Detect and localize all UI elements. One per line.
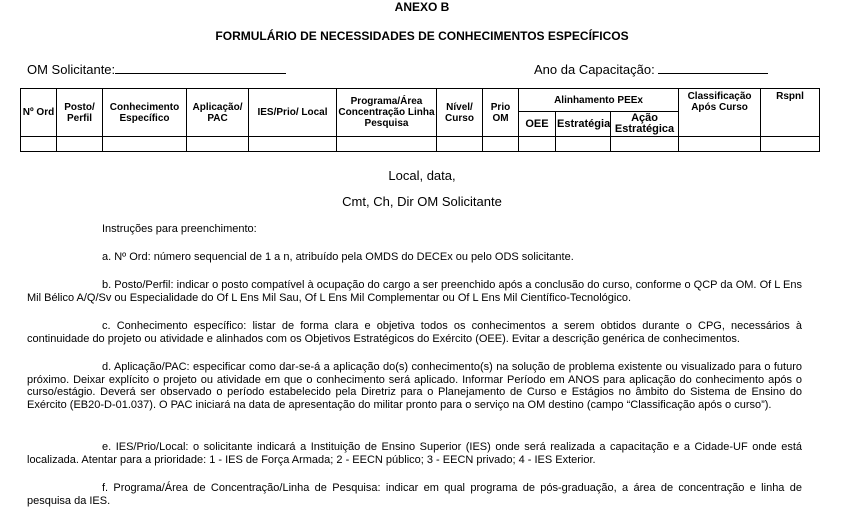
table-cell[interactable]: [761, 137, 820, 152]
place-date: Local, data,: [388, 168, 456, 183]
capacitation-year-label: Ano da Capacitação:: [534, 62, 655, 77]
instruction-item-e: [27, 441, 802, 466]
col-header-posto: Posto/ Perfil: [57, 89, 103, 137]
table-cell[interactable]: [679, 137, 761, 152]
instruction-text-d: d. Aplicação/PAC: especificar como dar-se-á a aplicação do(s) conhecimento(s) na solução de problema existente ou visualizado para o futuro próximo. Deixar explícito o projeto ou atividade em que o conhecimento será aplicado. Informar Período em ANOS para aplicação do conhecimento após o curso/estágio. Deverá ser observado o período estabelecido pela Diretriz para o Planejamento de Curso e Estágios no âmbito do Sistema de Ensino do Exército (EB20-D-01.037). O PAC iniciará na data de apresentação do militar pronto para o serviço na OM destino (campo “Classificação após o curso”).: [27, 361, 802, 411]
annex-label: ANEXO B: [394, 0, 450, 14]
table-cell[interactable]: [187, 137, 249, 152]
instruction-text-c: c. Conhecimento específico: listar de forma clara e objetiva todos os conhecimentos a serem obtidos durante o CPG, necessários à continuidade do projeto ou atividade e alinhados com os Objetivos Estratégicos do Exército (OEE). Evitar a descrição genérica de conhecimentos.: [27, 320, 802, 345]
table-cell[interactable]: [519, 137, 556, 152]
capacitation-year-field: [534, 60, 768, 77]
col-header-aplicacao: Aplicação/ PAC: [187, 89, 249, 137]
col-header-ies: IES/Prio/ Local: [249, 89, 337, 137]
col-header-classificacao: Classificação Após Curso: [679, 89, 761, 137]
col-header-alinhamento: Alinhamento PEEx: [519, 89, 679, 112]
table-cell[interactable]: [556, 137, 611, 152]
table-cell[interactable]: [611, 137, 679, 152]
needs-table: [20, 88, 820, 152]
table-row: [21, 137, 820, 152]
capacitation-year-blank[interactable]: [658, 60, 768, 74]
table-cell[interactable]: [21, 137, 57, 152]
om-requester-blank[interactable]: [115, 60, 286, 74]
instruction-item-c: [27, 320, 802, 345]
table-cell[interactable]: [103, 137, 187, 152]
table-cell[interactable]: [57, 137, 103, 152]
col-header-conhecimento: Conhecimento Específico: [103, 89, 187, 137]
om-requester-field: [27, 60, 286, 77]
om-requester-label: OM Solicitante:: [27, 62, 116, 77]
form-title: FORMULÁRIO DE NECESSIDADES DE CONHECIMENTOS ESPECÍFICOS: [215, 29, 629, 43]
instruction-text-a: a. Nº Ord: número sequencial de 1 a n, atribuído pela OMDS do DECEx ou pelo ODS solicitante.: [102, 251, 574, 263]
signature-line: Cmt, Ch, Dir OM Solicitante: [342, 194, 502, 209]
table-cell[interactable]: [437, 137, 483, 152]
col-header-nivel: Nível/ Curso: [437, 89, 483, 137]
instruction-item-d: [27, 361, 802, 411]
col-header-programa: Programa/Área Concentração Linha Pesquisa: [337, 89, 437, 137]
table-cell[interactable]: [483, 137, 519, 152]
col-header-oee: OEE: [519, 112, 556, 137]
col-header-ord: Nº Ord: [21, 89, 57, 137]
instruction-text-b: b. Posto/Perfil: indicar o posto compatível à ocupação do cargo a ser preenchido após a conclusão do curso, conforme o QCP da OM. Of L Ens Mil Bélico A/Q/Sv ou Especialidade do Of L Ens Mil Sau, Of L Ens Mil Complementar ou Of L Ens Mil Científico-Tecnológico.: [27, 279, 802, 304]
table-cell[interactable]: [249, 137, 337, 152]
instruction-item-b: [27, 279, 802, 304]
instruction-item-a: [27, 251, 802, 264]
instruction-text-e: e. IES/Prio/Local: o solicitante indicará a Instituição de Ensino Superior (IES) onde será realizada a capacitação e a Cidade-UF onde está localizada. Atentar para a prioridade: 1 - IES de Força Armada; 2 - EECN público; 3 - EECN privado; 4 - IES Exterior.: [27, 441, 802, 466]
col-header-prio: Prio OM: [483, 89, 519, 137]
instructions-heading: Instruções para preenchimento:: [102, 223, 257, 235]
col-header-acao: Ação Estratégica: [611, 112, 679, 137]
col-header-estrategia: Estratégia: [556, 112, 611, 137]
instruction-text-f: f. Programa/Área de Concentração/Linha de Pesquisa: indicar em qual programa de pós-graduação, a área de concentração e linha de pesquisa da IES.: [27, 482, 802, 507]
col-header-rspnl: Rspnl: [761, 89, 820, 137]
table-cell[interactable]: [337, 137, 437, 152]
instruction-item-f: [27, 482, 802, 507]
